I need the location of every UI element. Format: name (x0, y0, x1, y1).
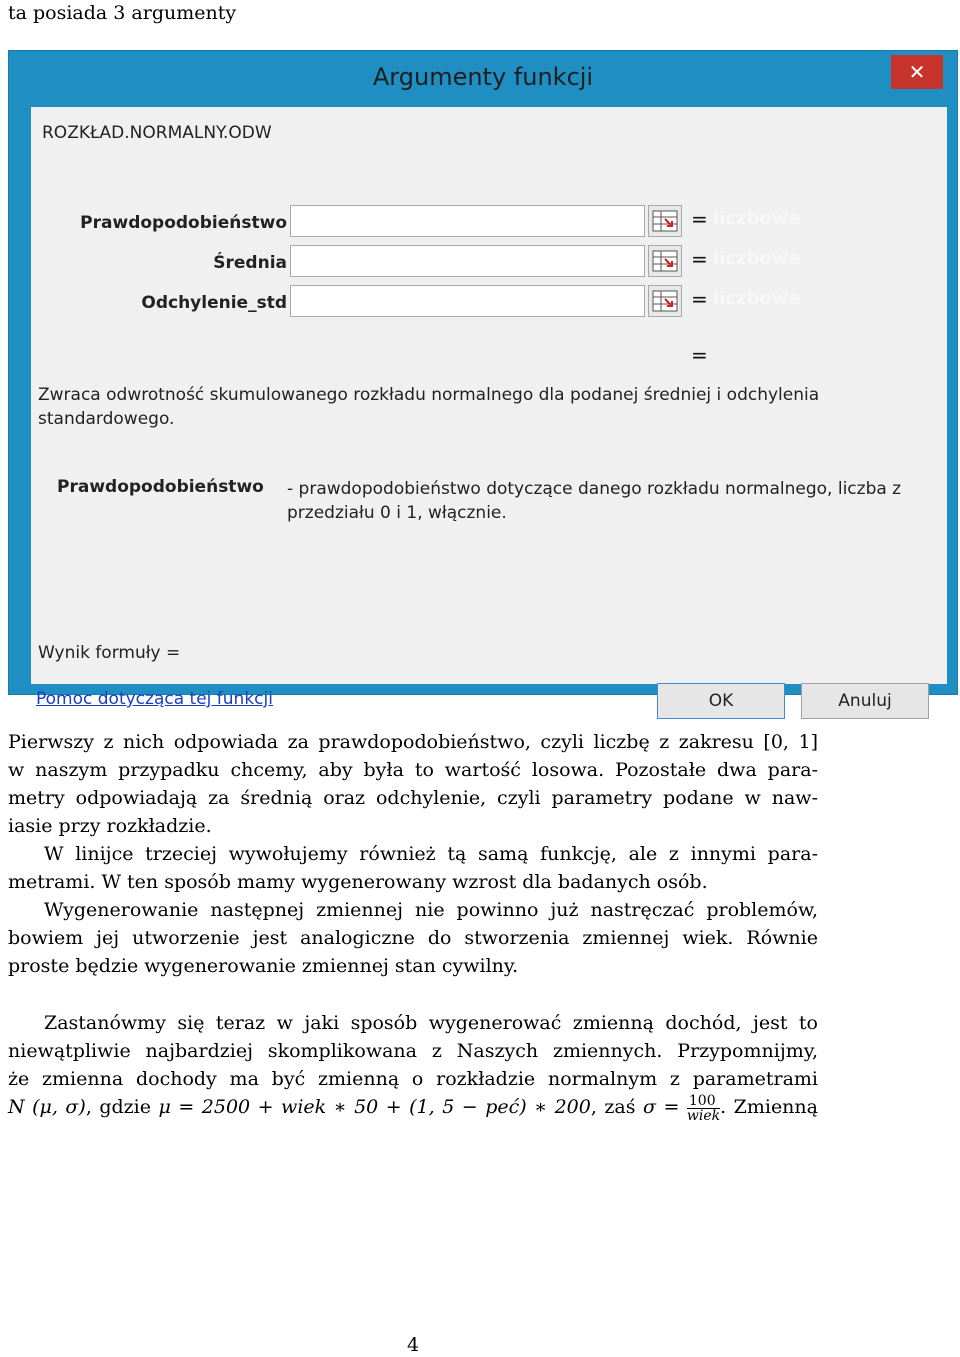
close-button[interactable]: ✕ (891, 55, 943, 89)
arg-hint: liczbowe (713, 208, 801, 229)
dialog-title: Argumenty funkcji (372, 63, 594, 91)
formula-line (8, 1093, 818, 1123)
cancel-button[interactable]: Anuluj (801, 683, 929, 719)
text-line: bowiem jej utworzenie jest analogiczne do stworzenia zmiennej wiek. Równie (8, 927, 818, 949)
text-line: Zastanówmy się teraz w jaki sposób wygenerować zmienną dochód, jest to (44, 1012, 818, 1034)
text-line: Pierwszy z nich odpowiada za prawdopodobieństwo, czyli liczbę z zakresu [0, 1] (8, 731, 818, 753)
formula-mu: μ = 2500 + wiek ∗ 50 + (1, 5 − peć) ∗ 200 (158, 1096, 591, 1118)
arg-input-probability[interactable] (290, 205, 645, 237)
fraction-denominator: wiek (686, 1107, 721, 1124)
dialog-body (31, 107, 947, 711)
ok-button[interactable]: OK (657, 683, 785, 719)
page-number: 4 (406, 1334, 420, 1356)
arg-label-probability: Prawdopodobieństwo (80, 213, 287, 233)
help-link[interactable]: Pomoc dotycząca tej funkcji (36, 689, 273, 709)
text-fragment: , gdzie (85, 1096, 159, 1118)
formula-sigma: σ = (642, 1096, 680, 1118)
formula-result-label: Wynik formuły = (38, 643, 181, 663)
arg-hint: liczbowe (713, 288, 801, 309)
range-select-icon[interactable] (648, 205, 682, 237)
arg-input-std-dev[interactable] (290, 285, 645, 317)
arg-hint: liczbowe (713, 248, 801, 269)
text-line: W linijce trzeciej wywołujemy również tą samą funkcję, ale z innymi para- (44, 843, 818, 865)
function-description: Zwraca odwrotność skumulowanego rozkładu normalnego dla podanej średniej i odchylenia standardowego. (38, 385, 820, 429)
fraction-numerator: 100 (687, 1094, 720, 1109)
paragraph-2 (8, 840, 818, 896)
arg-equals: = (691, 247, 708, 271)
range-select-icon[interactable] (648, 285, 682, 317)
header-line: ta posiada 3 argumenty (8, 2, 237, 24)
result-equals: = (691, 343, 708, 367)
param-name: Prawdopodobieństwo (57, 477, 264, 497)
param-description: - prawdopodobieństwo dotyczące danego rozkładu normalnego, liczba z przedziału 0 i 1, włącznie. (287, 479, 902, 523)
paragraph-3 (8, 896, 818, 980)
text-line: Wygenerowanie następnej zmiennej nie powinno już nastręczać problemów, (44, 899, 818, 921)
text-line: że zmienna dochody ma być zmienną o rozkładzie normalnym z parametrami (8, 1068, 818, 1090)
text-fragment: . Zmienną (720, 1096, 818, 1118)
text-line: metry odpowiadają za średnią oraz odchylenie, czyli parametry podane w naw- (8, 787, 818, 809)
arg-label-std-dev: Odchylenie_std (141, 293, 287, 313)
function-name: ROZKŁAD.NORMALNY.ODW (42, 123, 272, 143)
function-arguments-dialog (8, 50, 958, 711)
paragraph-4 (8, 1009, 818, 1123)
fraction (687, 1094, 720, 1123)
arg-equals: = (691, 287, 708, 311)
arg-equals: = (691, 207, 708, 231)
arg-input-mean[interactable] (290, 245, 645, 277)
range-select-icon[interactable] (648, 245, 682, 277)
text-line: iasie przy rozkładzie. (8, 815, 212, 837)
arg-label-mean: Średnia (213, 253, 287, 273)
text-line: niewątpliwie najbardziej skomplikowana z Naszych zmiennych. Przypomnijmy, (8, 1040, 818, 1062)
paragraph-1 (8, 728, 818, 840)
text-line: proste będzie wygenerowanie zmiennej stan cywilny. (8, 955, 519, 977)
formula-normal: N (μ, σ) (8, 1096, 86, 1118)
text-line: metrami. W ten sposób mamy wygenerowany wzrost dla badanych osób. (8, 871, 708, 893)
text-line: w naszym przypadku chcemy, aby była to wartość losowa. Pozostałe dwa para- (8, 759, 818, 781)
text-fragment: , zaś (590, 1096, 643, 1118)
